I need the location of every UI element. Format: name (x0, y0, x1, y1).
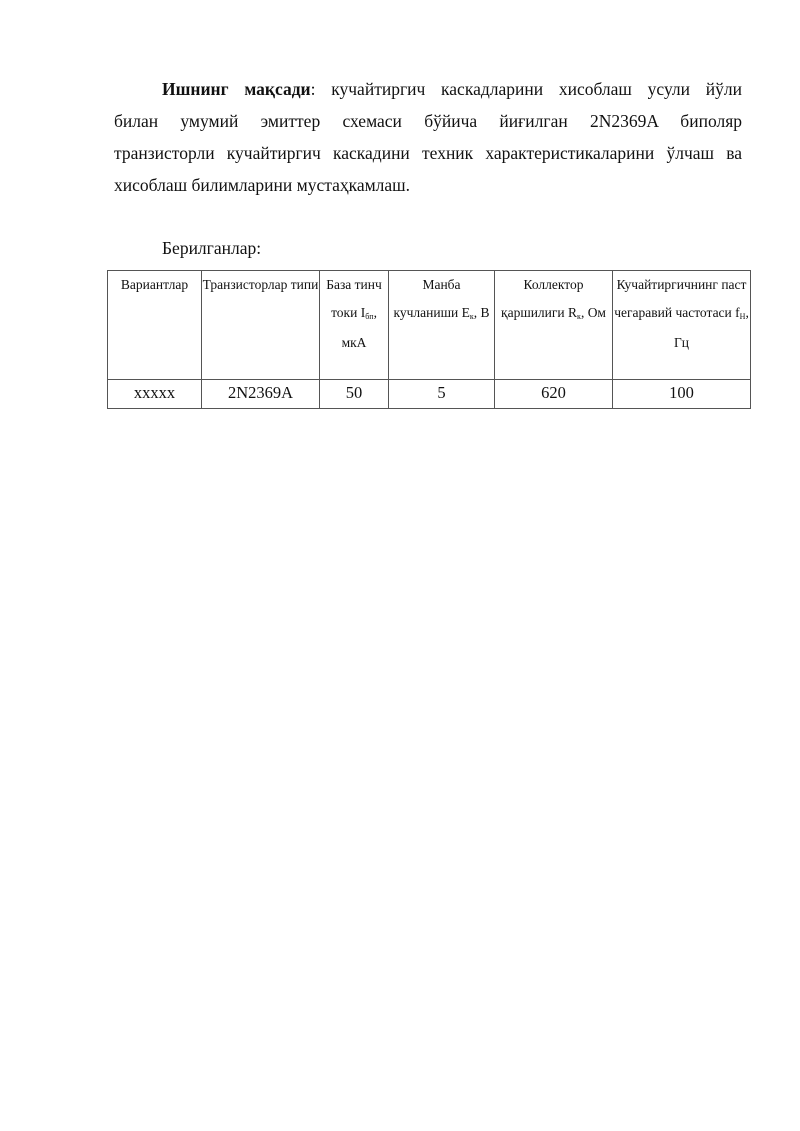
given-label: Берилганлар: (162, 238, 262, 258)
purpose-line-2: билан умумий эмиттер схемаси бўйича йиғилган 2N2369A биполяр (114, 111, 742, 131)
purpose-line-1 (114, 73, 742, 105)
purpose-paragraph (114, 73, 742, 201)
header-collector-resistance: Коллектор қаршилиги $R_к$, Ом (495, 271, 613, 380)
header-transistor-type: Транзисторлар типи (202, 271, 320, 380)
header-variants: Вариантлар (108, 271, 202, 380)
table-row (108, 380, 751, 409)
given-data-table (107, 270, 751, 409)
cell-collector-resistance: 620 (495, 380, 613, 409)
header-source-voltage: Манба кучланиши $E_к$, В (389, 271, 495, 380)
cell-transistor: 2N2369A (202, 380, 320, 409)
purpose-label: Ишнинг мақсади (162, 79, 311, 99)
header-low-frequency: Кучайтиргичнинг паст чегаравий частотаси $f_Н$, Гц (613, 271, 751, 380)
purpose-line-3: транзисторли кучайтиргич каскадини техник характеристикаларини ўлчаш ва (114, 143, 742, 163)
table-header-row (108, 271, 751, 380)
cell-variant: ххххх (108, 380, 202, 409)
purpose-line-4: хисоблаш билимларини мустаҳкамлаш. (114, 175, 411, 195)
cell-low-frequency: 100 (613, 380, 751, 409)
cell-base-current: 50 (320, 380, 389, 409)
purpose-line-1-text: : кучайтиргич каскадларини хисоблаш усули йўли (310, 79, 742, 99)
header-base-current: База тинч токи $I_{бп}$, мкА (320, 271, 389, 380)
cell-source-voltage: 5 (389, 380, 495, 409)
